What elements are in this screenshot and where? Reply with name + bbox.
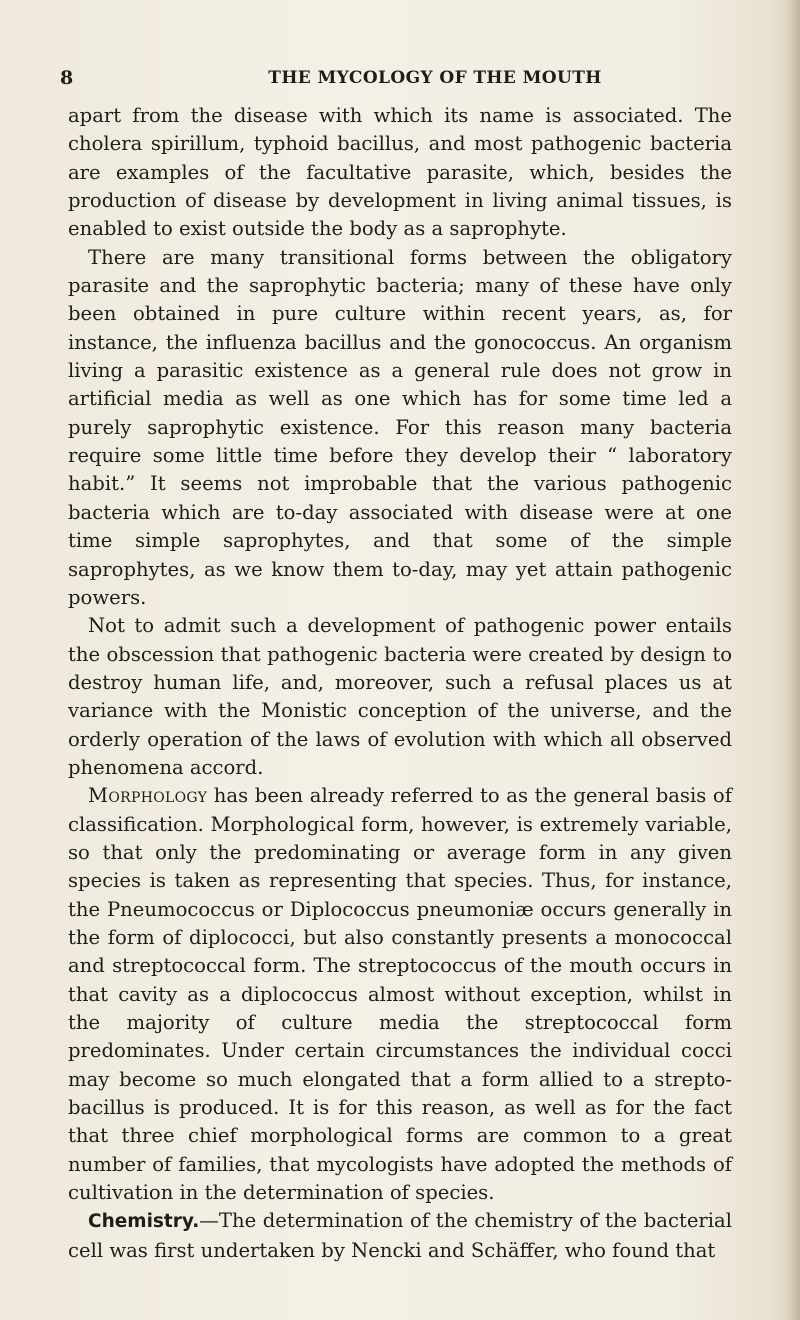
page-header xyxy=(60,66,740,90)
paragraph-5-text: —The determination of the chemistry of the bacterial cell was first undertaken by Nencki and Schäffer, who found that xyxy=(68,1209,732,1262)
paragraph-2: There are many transitional forms between the obligatory parasite and the saprophytic bacteria; many of these have only been obtained in pure culture within recent years, as, for instance, the influenza bacillus and the gonococcus. An organism living a parasitic existence as a general rule does not grow in artificial media as well as one which has for some time led a purely saprophytic existence. For this reason many bacteria require some little time before they develop their “ laboratory habit.” It seems not improbable that the various pathogenic bacteria which are to-day associated with disease were at one time simple saprophytes, and that some of the simple saprophytes, as we know them to-day, may yet attain pathogenic powers. xyxy=(68,245,732,609)
paragraph-1: apart from the disease with which its name is associated. The cholera spirillum, typhoid bacillus, and most pathogenic bacteria are examples of the facultative parasite, which, besides the production of disease by development in living animal tissues, is enabled to exist outside the body as a saprophyte. xyxy=(68,104,732,241)
body-text xyxy=(68,102,732,1265)
paragraph-3: Not to admit such a development of pathogenic power entails the obscession that pathogenic bacteria were created by design to destroy human life, and, moreover, such a refusal places us at variance with the Monistic conception of the universe, and the orderly operation of the laws of evolution with which all observed phenomena accord. xyxy=(68,614,732,779)
morphology-heading: Morphology xyxy=(88,784,208,808)
page-number: 8 xyxy=(60,67,74,89)
paragraph-4-text: has been already referred to as the general basis of classification. Morphological form, however, is extremely variable, so that only the predominating or average form in any given species is taken as representing that species. Thus, for instance, the Pneumococcus or Diplococcus pneumoniæ occurs generally in the form of diplococci, but also constantly presents a monococcal and streptococcal form. The streptococcus of the mouth occurs in that cavity as a diplococcus almost without exception, whilst in the majority of culture media the streptococcal form predominates. Under certain circumstances the individual cocci may become so much elongated that a form allied to a strepto-bacillus is produced. It is for this reason, as well as for the fact that three chief morphological forms are common to a great number of families, that mycologists have adopted the methods of cultivation in the determination of species. xyxy=(68,784,732,1205)
paragraph-4 xyxy=(68,782,732,1207)
page-edge-shadow xyxy=(786,0,800,1320)
chemistry-heading: Chemistry. xyxy=(88,1211,200,1233)
running-head: THE MYCOLOGY OF THE MOUTH xyxy=(268,68,602,88)
paragraph-5 xyxy=(68,1207,732,1265)
